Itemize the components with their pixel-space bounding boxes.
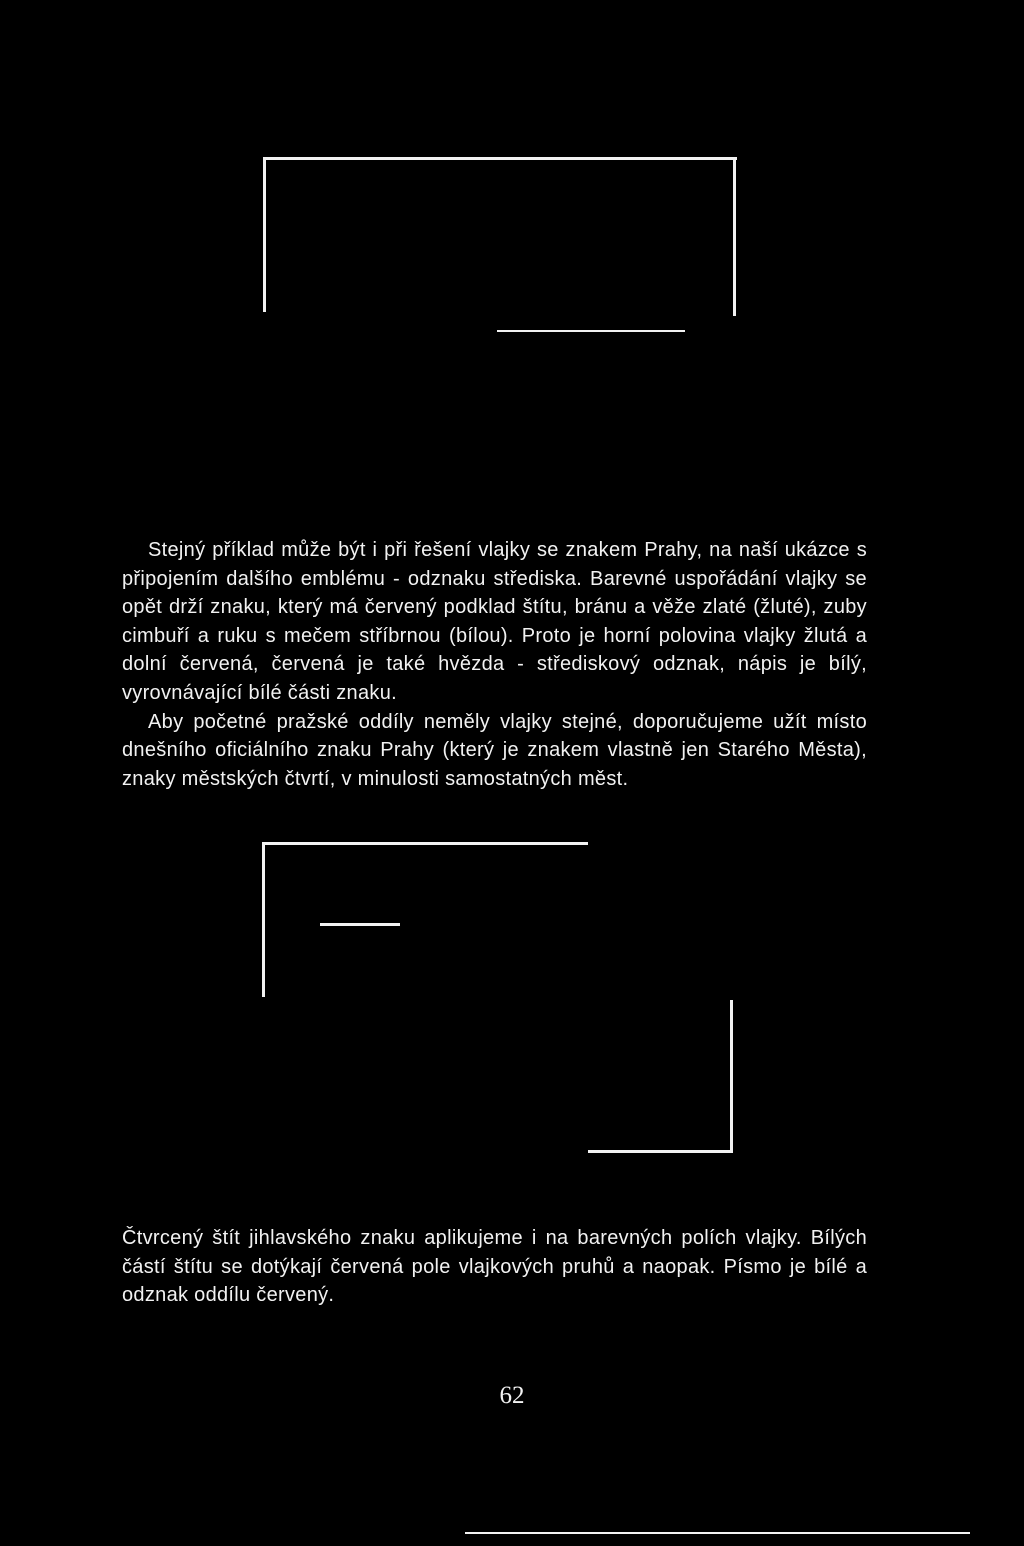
main-text — [122, 536, 867, 793]
bottom-figure-right-edge — [730, 1000, 733, 1153]
bottom-figure-bottom-edge — [588, 1150, 733, 1153]
top-figure-top-edge — [263, 157, 737, 160]
bottom-scan-edge-line — [465, 1532, 970, 1534]
bottom-figure-left-edge — [262, 842, 265, 997]
bottom-figure-inner-line — [320, 923, 400, 926]
figure-caption-block — [122, 1224, 867, 1310]
paragraph-2: Aby početné pražské oddíly neměly vlajky stejné, doporučujeme užít místo dnešního oficiálního znaku Prahy (který je znakem vlastně jen Starého Města), znaky městských čtvrtí, v minulosti samostatných měst. — [122, 710, 867, 790]
paragraph-1: Stejný příklad může být i při řešení vlajky se znakem Prahy, na naší ukázce s připojením dalšího emblému - odznaku střediska. Barevné uspořádání vlajky se opět drží znaku, který má červený podklad štítu, bránu a věže zlaté (žluté), zuby cimbuří a ruku s mečem stříbrnou (bílou). Proto je horní polovina vlajky žlutá a dolní červená, červená je také hvězda - střediskový odznak, nápis je bílý, vyrovnávající bílé části znaku. — [122, 539, 867, 704]
top-figure-inner-line — [497, 330, 685, 332]
bottom-figure-top-edge — [262, 842, 588, 845]
figure-caption: Čtvrcený štít jihlavského znaku aplikujeme i na barevných polích vlajky. Bílých částí štítu se dotýkají červená pole vlajkových pruhů a naopak. Písmo je bílé a odznak oddílu červený. — [122, 1227, 867, 1307]
top-figure-left-edge — [263, 157, 266, 312]
page-number: 62 — [499, 1382, 525, 1409]
top-figure-right-edge — [733, 157, 736, 316]
